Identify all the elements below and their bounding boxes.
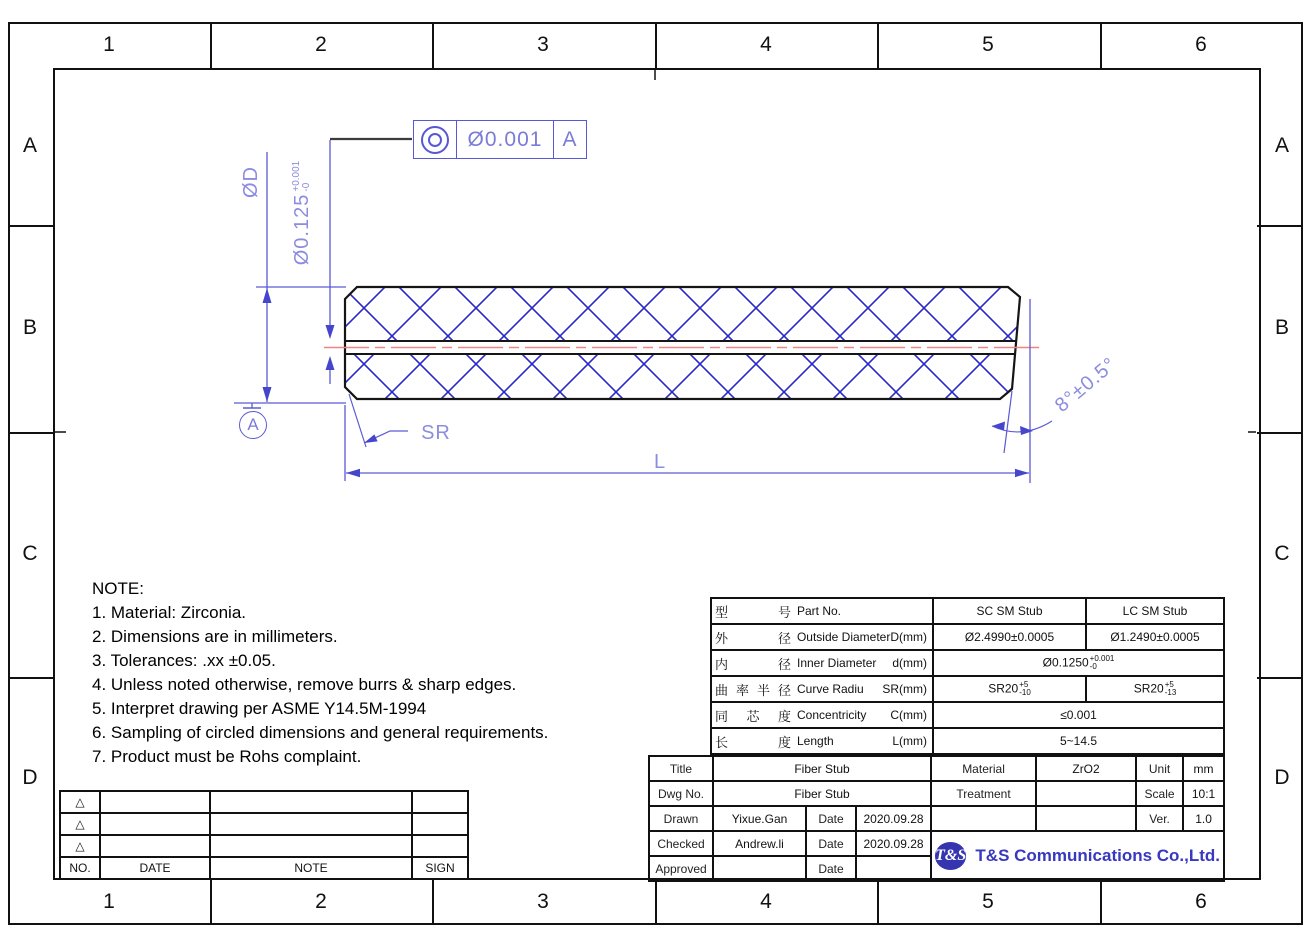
title-block: [648, 755, 1225, 882]
spec-en: Part No.: [797, 604, 842, 618]
dim-bore-diameter-label: [288, 138, 316, 288]
arrow: [1015, 469, 1029, 477]
table-row: [711, 598, 1224, 624]
spec-en: Length: [797, 734, 834, 748]
arrow: [1020, 426, 1033, 435]
zone-column-label: 2: [315, 890, 327, 913]
company-logo-icon: T&S: [935, 842, 966, 870]
treatment-value: [1036, 781, 1136, 806]
zone-column-label: 6: [1195, 33, 1207, 56]
datum-symbol: A: [239, 411, 267, 439]
concentricity-icon: [414, 121, 457, 158]
dim-bore-sub: -0: [301, 182, 312, 192]
note-line: 5. Interpret drawing per ASME Y14.5M-1994: [92, 699, 427, 718]
note-line: 7. Product must be Rohs complaint.: [92, 747, 362, 766]
spec-value-sup: +5: [1019, 679, 1029, 689]
empty-cell: [412, 813, 468, 835]
spec-value-sup: +0.001: [1089, 653, 1115, 663]
table-row: [60, 857, 468, 879]
ver-value: 1.0: [1183, 806, 1224, 831]
spec-zh: 内 径: [715, 656, 791, 672]
note-line: 3. Tolerances: .xx ±0.05.: [92, 651, 276, 670]
dim-bore-base: Ø0.125: [290, 193, 313, 266]
spec-label-cell: [711, 728, 933, 754]
note-line: 1. Material: Zirconia.: [92, 603, 246, 622]
zone-column-label: 4: [760, 33, 772, 56]
zone-row-label: D: [22, 766, 38, 789]
zone-row-label: B: [1274, 316, 1289, 339]
hatch-upper: [346, 288, 1019, 340]
spec-value-base: Ø0.1250: [1042, 655, 1089, 670]
spec-value: 5~14.5: [933, 728, 1224, 754]
zone-column-label: 1: [103, 890, 115, 913]
empty-cell: [210, 835, 412, 857]
notes-heading: NOTE:: [92, 579, 144, 598]
zone-row-label: D: [1274, 766, 1290, 789]
spec-unit: L(mm): [892, 734, 927, 748]
spec-zh: 型 号: [715, 604, 791, 620]
zone-row-label: C: [22, 542, 38, 565]
unit-value: mm: [1183, 756, 1224, 781]
unit-label: Unit: [1136, 756, 1183, 781]
checked-name: Andrew.li: [713, 831, 806, 856]
fcf-tolerance: Ø0.001: [457, 121, 554, 158]
approved-date: [856, 856, 931, 881]
rev-header-note: NOTE: [210, 857, 412, 879]
note-line: 4. Unless noted otherwise, remove burrs & sharp edges.: [92, 675, 517, 694]
table-row: [711, 702, 1224, 728]
scale-label: Scale: [1136, 781, 1183, 806]
spec-zh: 外 径: [715, 630, 791, 646]
spec-value-sup: +5: [1164, 679, 1174, 689]
angle-ext-line: [1004, 391, 1012, 453]
zone-column-label: 3: [537, 33, 549, 56]
zone-column-label: 1: [103, 33, 115, 56]
spec-label-cell: [711, 598, 933, 624]
zone-row-label: A: [1274, 134, 1289, 157]
revision-triangle-icon: △: [60, 791, 100, 813]
empty-cell: [100, 813, 210, 835]
dim-length-label: L: [653, 450, 667, 473]
date-label: Date: [806, 806, 856, 831]
zone-row-label: C: [1274, 542, 1290, 565]
spec-en: Inner Diameter: [797, 656, 877, 670]
arrow: [263, 288, 272, 303]
material-value: ZrO2: [1036, 756, 1136, 781]
sr-corner-line: [349, 394, 366, 447]
table-row: [649, 781, 1224, 806]
note-line: 2. Dimensions are in millimeters.: [92, 627, 338, 646]
zone-row-label: A: [22, 134, 37, 157]
spec-value: [933, 676, 1086, 702]
drawn-date: 2020.09.28: [856, 806, 931, 831]
spec-unit: D(mm): [890, 630, 927, 644]
spec-en: Outside Diameter: [796, 630, 891, 644]
scale-value: 10:1: [1183, 781, 1224, 806]
dim-bore-sup: +0.001: [290, 160, 302, 192]
revision-table: [59, 790, 469, 880]
zone-column-label: 5: [982, 33, 994, 56]
spec-en: Curve Radiu: [797, 682, 864, 696]
spec-unit: d(mm): [892, 656, 927, 670]
revision-triangle-icon: △: [60, 835, 100, 857]
zone-column-label: 2: [315, 33, 327, 56]
empty-cell: [412, 835, 468, 857]
table-row: [711, 624, 1224, 650]
spec-value: [933, 650, 1224, 676]
company-name: T&S Communications Co.,Ltd.: [975, 846, 1221, 865]
revision-triangle-icon: △: [60, 813, 100, 835]
empty-cell: [412, 791, 468, 813]
spec-value: ≤0.001: [933, 702, 1224, 728]
table-row: [711, 650, 1224, 676]
table-row: [711, 728, 1224, 754]
dwg-no-value: Fiber Stub: [713, 781, 931, 806]
spec-unit: C(mm): [890, 708, 927, 722]
approved-label: Approved: [649, 856, 713, 881]
zone-column-label: 4: [760, 890, 772, 913]
zone-column-label: 6: [1195, 890, 1207, 913]
arrow: [326, 356, 335, 370]
zone-row-label: B: [22, 316, 37, 339]
table-row: [60, 791, 468, 813]
fcf-datum: A: [562, 127, 578, 151]
arrow: [346, 469, 360, 477]
dim-outer-diameter-label: ØD: [239, 166, 262, 198]
rev-header-no: NO.: [60, 857, 100, 879]
spec-en: Concentricity: [797, 708, 867, 722]
spec-value-sub: -10: [1019, 688, 1031, 697]
empty-cell: [210, 813, 412, 835]
table-row: [711, 676, 1224, 702]
company-logo-cell: [931, 831, 1224, 881]
spec-label-cell: [711, 650, 933, 676]
empty-cell: [100, 791, 210, 813]
date-label: Date: [806, 831, 856, 856]
spec-value: LC SM Stub: [1086, 598, 1224, 624]
spec-value-sub: -0: [1089, 662, 1097, 671]
spec-value-base: SR20: [1133, 681, 1164, 696]
arrow: [263, 387, 272, 402]
title-value: Fiber Stub: [713, 756, 931, 781]
notes-block: [92, 577, 672, 769]
drawn-name: Yixue.Gan: [713, 806, 806, 831]
dwg-no-label: Dwg No.: [649, 781, 713, 806]
spec-value: Ø2.4990±0.0005: [933, 624, 1086, 650]
arrow: [326, 325, 335, 339]
title-label: Title: [649, 756, 713, 781]
spec-unit: SR(mm): [882, 682, 927, 696]
treatment-label: Treatment: [931, 781, 1036, 806]
spec-table: [710, 597, 1225, 755]
drawn-label: Drawn: [649, 806, 713, 831]
zone-column-label: 5: [982, 890, 994, 913]
spec-label-cell: [711, 624, 933, 650]
spec-label-cell: [711, 702, 933, 728]
empty-cell: [1036, 806, 1136, 831]
checked-label: Checked: [649, 831, 713, 856]
material-label: Material: [931, 756, 1036, 781]
zone-column-label: 3: [537, 890, 549, 913]
dim-sr-label: SR: [421, 421, 451, 444]
table-row: [60, 835, 468, 857]
note-line: 6. Sampling of circled dimensions and general requirements.: [92, 723, 549, 742]
spec-value-sub: -13: [1164, 688, 1177, 697]
table-row: [60, 813, 468, 835]
ver-label: Ver.: [1136, 806, 1183, 831]
table-row: [649, 806, 1224, 831]
empty-cell: [931, 806, 1036, 831]
spec-zh: 同 芯 度: [715, 708, 791, 724]
table-row: [649, 756, 1224, 781]
rev-header-date: DATE: [100, 857, 210, 879]
checked-date: 2020.09.28: [856, 831, 931, 856]
feature-control-frame: [413, 120, 587, 159]
empty-cell: [100, 835, 210, 857]
dim-angle-label: 8°±0.5°: [1050, 352, 1121, 417]
spec-value: SC SM Stub: [933, 598, 1086, 624]
spec-value-base: SR20: [988, 681, 1019, 696]
arrow: [364, 434, 378, 443]
empty-cell: [210, 791, 412, 813]
spec-zh: 曲率半径: [715, 682, 791, 698]
hatch-lower: [346, 355, 1015, 398]
approved-name: [713, 856, 806, 881]
date-label: Date: [806, 856, 856, 881]
spec-value: [1086, 676, 1224, 702]
table-row: [649, 831, 1224, 856]
spec-label-cell: [711, 676, 933, 702]
spec-zh: 长 度: [715, 734, 791, 750]
rev-header-sign: SIGN: [412, 857, 468, 879]
spec-value: Ø1.2490±0.0005: [1086, 624, 1224, 650]
